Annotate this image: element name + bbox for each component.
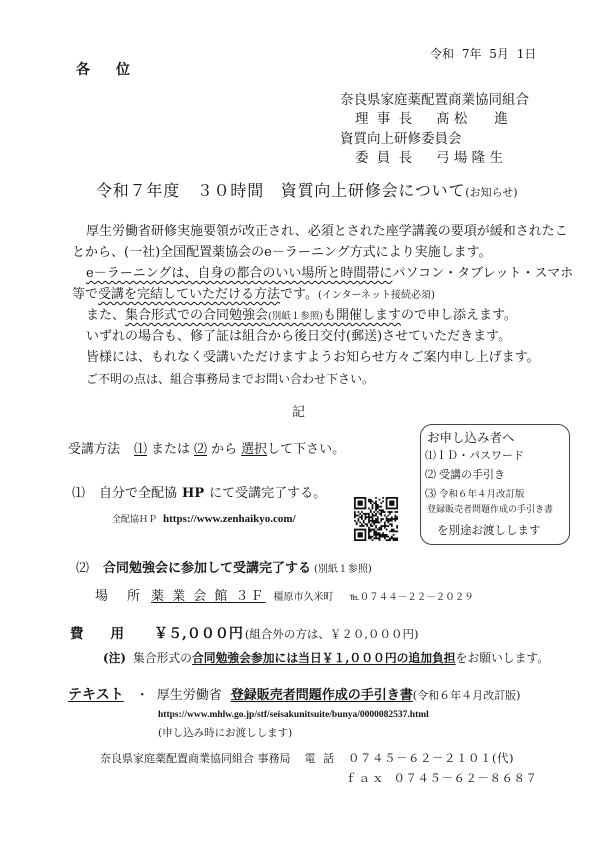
notice-box-title: お申し込み者へ (427, 430, 515, 445)
zenhaikyo-url-link[interactable]: https://www.zenhaikyo.com/ (163, 513, 296, 525)
notice-item-3-text: 令和６年４月改訂版 (439, 489, 525, 500)
notice-item-2-text: 受講の手引き (439, 468, 505, 481)
qr-modules (354, 497, 398, 541)
completion-highlight: 受講を完結していただける方法 (98, 287, 281, 302)
device-list: パソコン・タブレット・スマホ (392, 266, 574, 281)
group-study-held: も開催します (322, 308, 401, 323)
chair-name: 髙 松 進 (436, 111, 508, 127)
document-title-main: 令和７年度 ３０時間 資質向上研修会について (96, 181, 466, 200)
phone-label: 電 話 (304, 752, 336, 765)
chair-title: 理 事 長 (355, 111, 415, 127)
notice-item-1 (425, 449, 524, 462)
applicant-notice-box (420, 424, 570, 545)
intro-line-1: 厚生労働省研修実施要領が改正され、必須とされた座学講義の要項が緩和されたこ (86, 224, 568, 239)
fee-note-post: をお願いします。 (455, 651, 550, 665)
option-1-website-line (112, 507, 296, 526)
intro-line-2: とから、(一社)全国配置薬協会のe－ラーニング方式により実施します。 (72, 245, 492, 260)
contact-fax-line (345, 772, 538, 786)
option-2-note: (別紙１参照) (314, 564, 372, 575)
notice-item-1-num: ⑴ (425, 449, 436, 462)
sender-organization: 奈良県家庭薬配置商業協同組合 (340, 92, 529, 108)
venue-name: 薬 業 会 館 ３Ｆ (151, 589, 266, 604)
option-1-text-post: にて受講完了する。 (209, 486, 327, 501)
intro-line-4 (72, 287, 435, 303)
sender-committee-chair-line (355, 150, 503, 166)
intro-line-8: ご不明の点は、組合事務局までお問い合わせ下さい。 (86, 372, 375, 386)
textbook-separator: ・ (135, 688, 149, 703)
notice-item-3 (425, 487, 525, 500)
notice-box-footer: を別途お渡しします (437, 523, 541, 537)
venue-line (95, 589, 474, 605)
notice-item-2 (425, 468, 505, 481)
option-2-num: ⑵ (76, 561, 90, 576)
ki-heading: 記 (292, 405, 306, 420)
fax-label: ｆａｘ (345, 771, 386, 785)
intro-line-4-pre: 等で (72, 287, 99, 302)
textbook-title: 登録販売者問題作成の手引き書 (230, 688, 413, 703)
method-option-1: ⑴ (134, 442, 148, 457)
intro-line-6: いずれの場合も、修了証は組合から後日交付(郵送)させていただきます。 (86, 329, 512, 344)
committee-chair-title: 委 員 長 (355, 150, 415, 166)
intro-line-3 (86, 266, 573, 282)
textbook-publisher: 厚生労働省 (156, 688, 222, 703)
option-2-text: 合同勉強会に参加して受講完了する (103, 561, 312, 576)
fee-note-pre: 集合形式の (132, 651, 192, 665)
method-or: または (151, 442, 191, 457)
addressee: 各 位 (76, 62, 136, 78)
sender-committee: 資質向上研修委員会 (340, 131, 462, 147)
option-1-text-pre: 自分で全配協 (99, 486, 178, 501)
fax-number: ０７４５－６２－８６８７ (393, 771, 538, 785)
textbook-delivery-note: (申し込み時にお渡しします) (158, 727, 293, 739)
fee-additional-note (103, 651, 549, 665)
intro-line-5-post: ので申し添えます。 (400, 308, 517, 323)
fee-line (70, 623, 419, 643)
textbook-line (68, 687, 520, 704)
option-1-num: ⑴ (72, 486, 86, 501)
committee-chair-name: 弓 場 隆 生 (436, 150, 503, 166)
intro-line-7: 皆様には、もれなく受講いただけますようお知らせ方々ご案内申し上げます。 (86, 350, 540, 365)
method-option-2: ⑵ (194, 442, 208, 457)
option-1-line (72, 486, 326, 502)
phone-number: ０７４５－６２－２１０１(代) (348, 751, 514, 765)
textbook-label: テキスト (68, 687, 124, 703)
method-select: 選択 (241, 442, 268, 457)
group-study-reference: (別紙１参照) (268, 311, 323, 322)
contact-phone-line (100, 752, 514, 766)
method-label: 受講方法 (68, 442, 121, 457)
fee-amount: ￥５,０００円 (154, 626, 243, 642)
qr-code (354, 497, 398, 541)
fee-nonmember-note: (組合外の方は、￥２０,０００円) (244, 627, 419, 641)
notice-item-3-num: ⑶ (425, 487, 436, 500)
option-2-line (76, 561, 372, 577)
method-from: から (211, 442, 238, 457)
website-label: 全配協ＨＰ (112, 515, 158, 525)
notice-item-3-subtext: 登録販売者問題作成の手引き書 (427, 505, 554, 515)
issue-date: 令和 7年 5月 1日 (430, 47, 537, 61)
document-title (96, 181, 518, 200)
mhlw-url-link[interactable]: https://www.mhlw.go.jp/stf/seisakunitsuite/bunya/0000082537.html (158, 710, 429, 720)
fee-label: 費 用 (70, 626, 124, 642)
group-study-highlight (125, 308, 401, 323)
method-tail: して下さい。 (267, 442, 346, 457)
venue-address: 橿原市久米町 (273, 592, 334, 603)
elearning-highlight: e－ラーニングは、自身の都合のいい場所と時間帯に (86, 266, 393, 281)
intro-line-5 (86, 308, 517, 324)
document-title-note: (お知らせ) (465, 186, 518, 199)
fee-note-prefix: (注) (103, 651, 126, 665)
group-study-text: 集合形式での合同勉強会 (125, 308, 269, 323)
option-1-hp: HP (182, 486, 205, 501)
sender-chair-line (355, 111, 508, 127)
internet-required-note: (インターネット接続必須) (318, 290, 435, 301)
contact-organization: 奈良県家庭薬配置商業協同組合 事務局 (100, 752, 291, 765)
attendance-method-line (68, 442, 345, 458)
venue-phone: ℡０７４４－２２－２０２９ (349, 592, 474, 603)
notice-item-1-text: ＩＤ・パスワード (436, 449, 524, 462)
fee-note-additional-charge: 合同勉強会参加には当日￥１,０００円の追加負担 (191, 651, 456, 665)
intro-line-5-pre: また、 (86, 308, 126, 323)
notice-item-2-num: ⑵ (425, 468, 436, 481)
textbook-edition: (令和６年４月改訂版) (412, 689, 521, 702)
intro-line-4-post: です。 (280, 287, 318, 302)
venue-label: 場 所 (95, 589, 144, 604)
